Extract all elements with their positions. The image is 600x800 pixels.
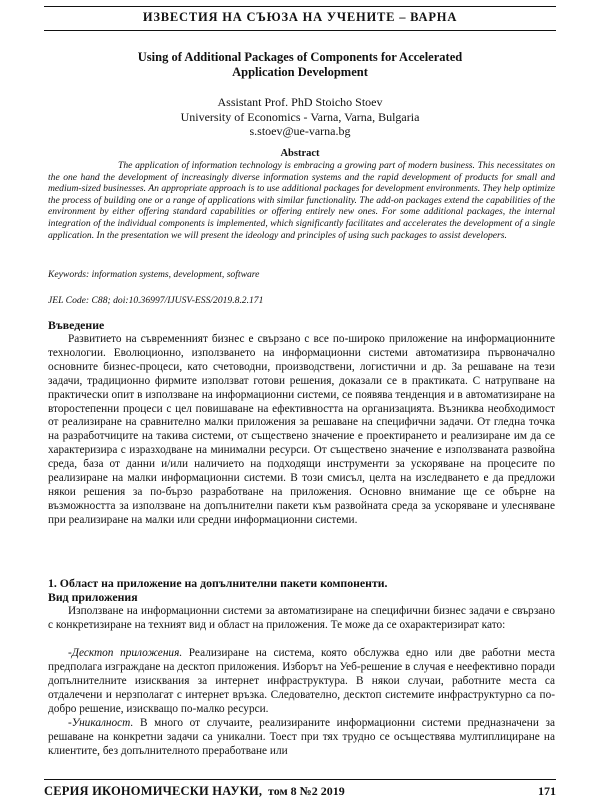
item-uniqueness-text: В много от случаите, реализираните информационни системи предназначени за решаване на конкретни задачи са уникални. Тоест при тях трудно се осъществява мултиплициране на клиентите, без допълнителното преработване или: [48, 717, 555, 757]
paper-title-line-2: Application Development: [232, 65, 368, 79]
header-rule-top: [44, 6, 556, 7]
author-block: [60, 95, 540, 139]
item-desktop-label: -Десктоп приложения.: [68, 647, 183, 659]
keywords: Keywords: information systems, development, software: [48, 269, 260, 280]
item-uniqueness-label: -Уникалност.: [68, 717, 134, 729]
header-rule-bottom: [44, 30, 556, 31]
section-1-subheading: Вид приложения: [48, 590, 138, 604]
footer-series: СЕРИЯ ИКОНОМИЧЕСКИ НАУКИ,: [44, 784, 263, 798]
page-number: 171: [538, 784, 556, 798]
author-email: s.stoev@ue-varna.bg: [249, 124, 351, 138]
abstract-text: The application of information technology is embracing a growing part of modern business. This necessitates on the one hand the development of increasingly diverse information systems and the rapid development of products for small and medium-sized businesses. An appropriate approach is to use additional packages for development environments. They help optimize the process of building one or a range of applications with similar functionality. The add-on packages extend the capabilities of the environment by either offering standard capabilities or offering entirely new ones. For some additional packages, the internal integration of the individual components is implemented, which significantly facilitates and accelerates the development of a single application. In the presentation we will present the ideology and principles of using such packages to assist developers.: [48, 160, 555, 241]
section-1-item-uniqueness: [48, 717, 555, 759]
section-1-item-desktop: [48, 647, 555, 717]
paper-title: [60, 50, 540, 80]
introduction-text: Развитието на съвременният бизнес е свързано с все по-широко приложение на информационните технологии. Еволюционно, използването на информационни системи автоматизира първоначално основните бизнес-процеси, като счетоводни, производствени, логистични и др. За решаване на тези задачи, традиционно фирмите използват готови решения, доказали се в практиката. С натрупване на практически опит в използване на информационни системи, се появява тенденция и в автоматизиране на второстепенни процеси с цел повишаване на ефективността на организацията. Възниква необходимост от реализиране на сравнително малки приложения за решаване на специфични задачи. От гледна точка на разработчиците на такива системи, от съществено значение е проектирането и реализиране им да се характеризира с изразходване на минимални ресурси. От съществено значение е използваната развойна среда, база от данни и/или наличието на подходящи инструменти за ускоряване на процесите по реализиране на малки информационни системи. В този смисъл, целта на изследването е да предложи някои решения за по-бързо разработване на приложения. Основно внимание ще се обърне на възможността за използване на допълнителни пакети към развойната среда за ускоряване и улесняване при реализиране на малки или средни информационни системи.: [48, 333, 555, 526]
item-desktop-text: Реализиране на система, която обслужва едно или две работни места предполага изграждане на десктоп приложения. Изборът на Уеб-решение в случая е неефективно поради допълнителните изисквания за интернет инфраструктура. В някои случаи, работните места са отдалечени и нерзполагат с интернет връзка. Следователно, десктоп системите инфраструктурно са по-добро решение, изискващо по-малко ресурси.: [48, 647, 555, 715]
author-name: Assistant Prof. PhD Stoicho Stoev: [217, 95, 383, 109]
footer-volume: том 8 №2 2019: [268, 784, 345, 798]
section-1-heading: 1. Област на приложение на допълнителни пакети компоненти.: [48, 576, 388, 590]
introduction-heading: Въведение: [48, 318, 105, 332]
paper-title-line-1: Using of Additional Packages of Components for Accelerated: [137, 50, 463, 64]
author-affiliation: University of Economics - Varna, Varna, Bulgaria: [180, 109, 420, 124]
section-1-intro: Използване на информационни системи за автоматизиране на специфични бизнес задачи е свързано с конкретизиране на техният вид и област на приложения. Те може да се охарактеризират като:: [48, 605, 555, 631]
abstract-heading: Abstract: [280, 148, 320, 159]
jel-code: JEL Code: C88; doi:10.36997/IJUSV-ESS/2019.8.2.171: [48, 295, 264, 306]
footer-rule: [44, 779, 556, 780]
journal-header: ИЗВЕСТИЯ НА СЪЮЗА НА УЧЕНИТЕ – ВАРНА: [142, 10, 458, 24]
